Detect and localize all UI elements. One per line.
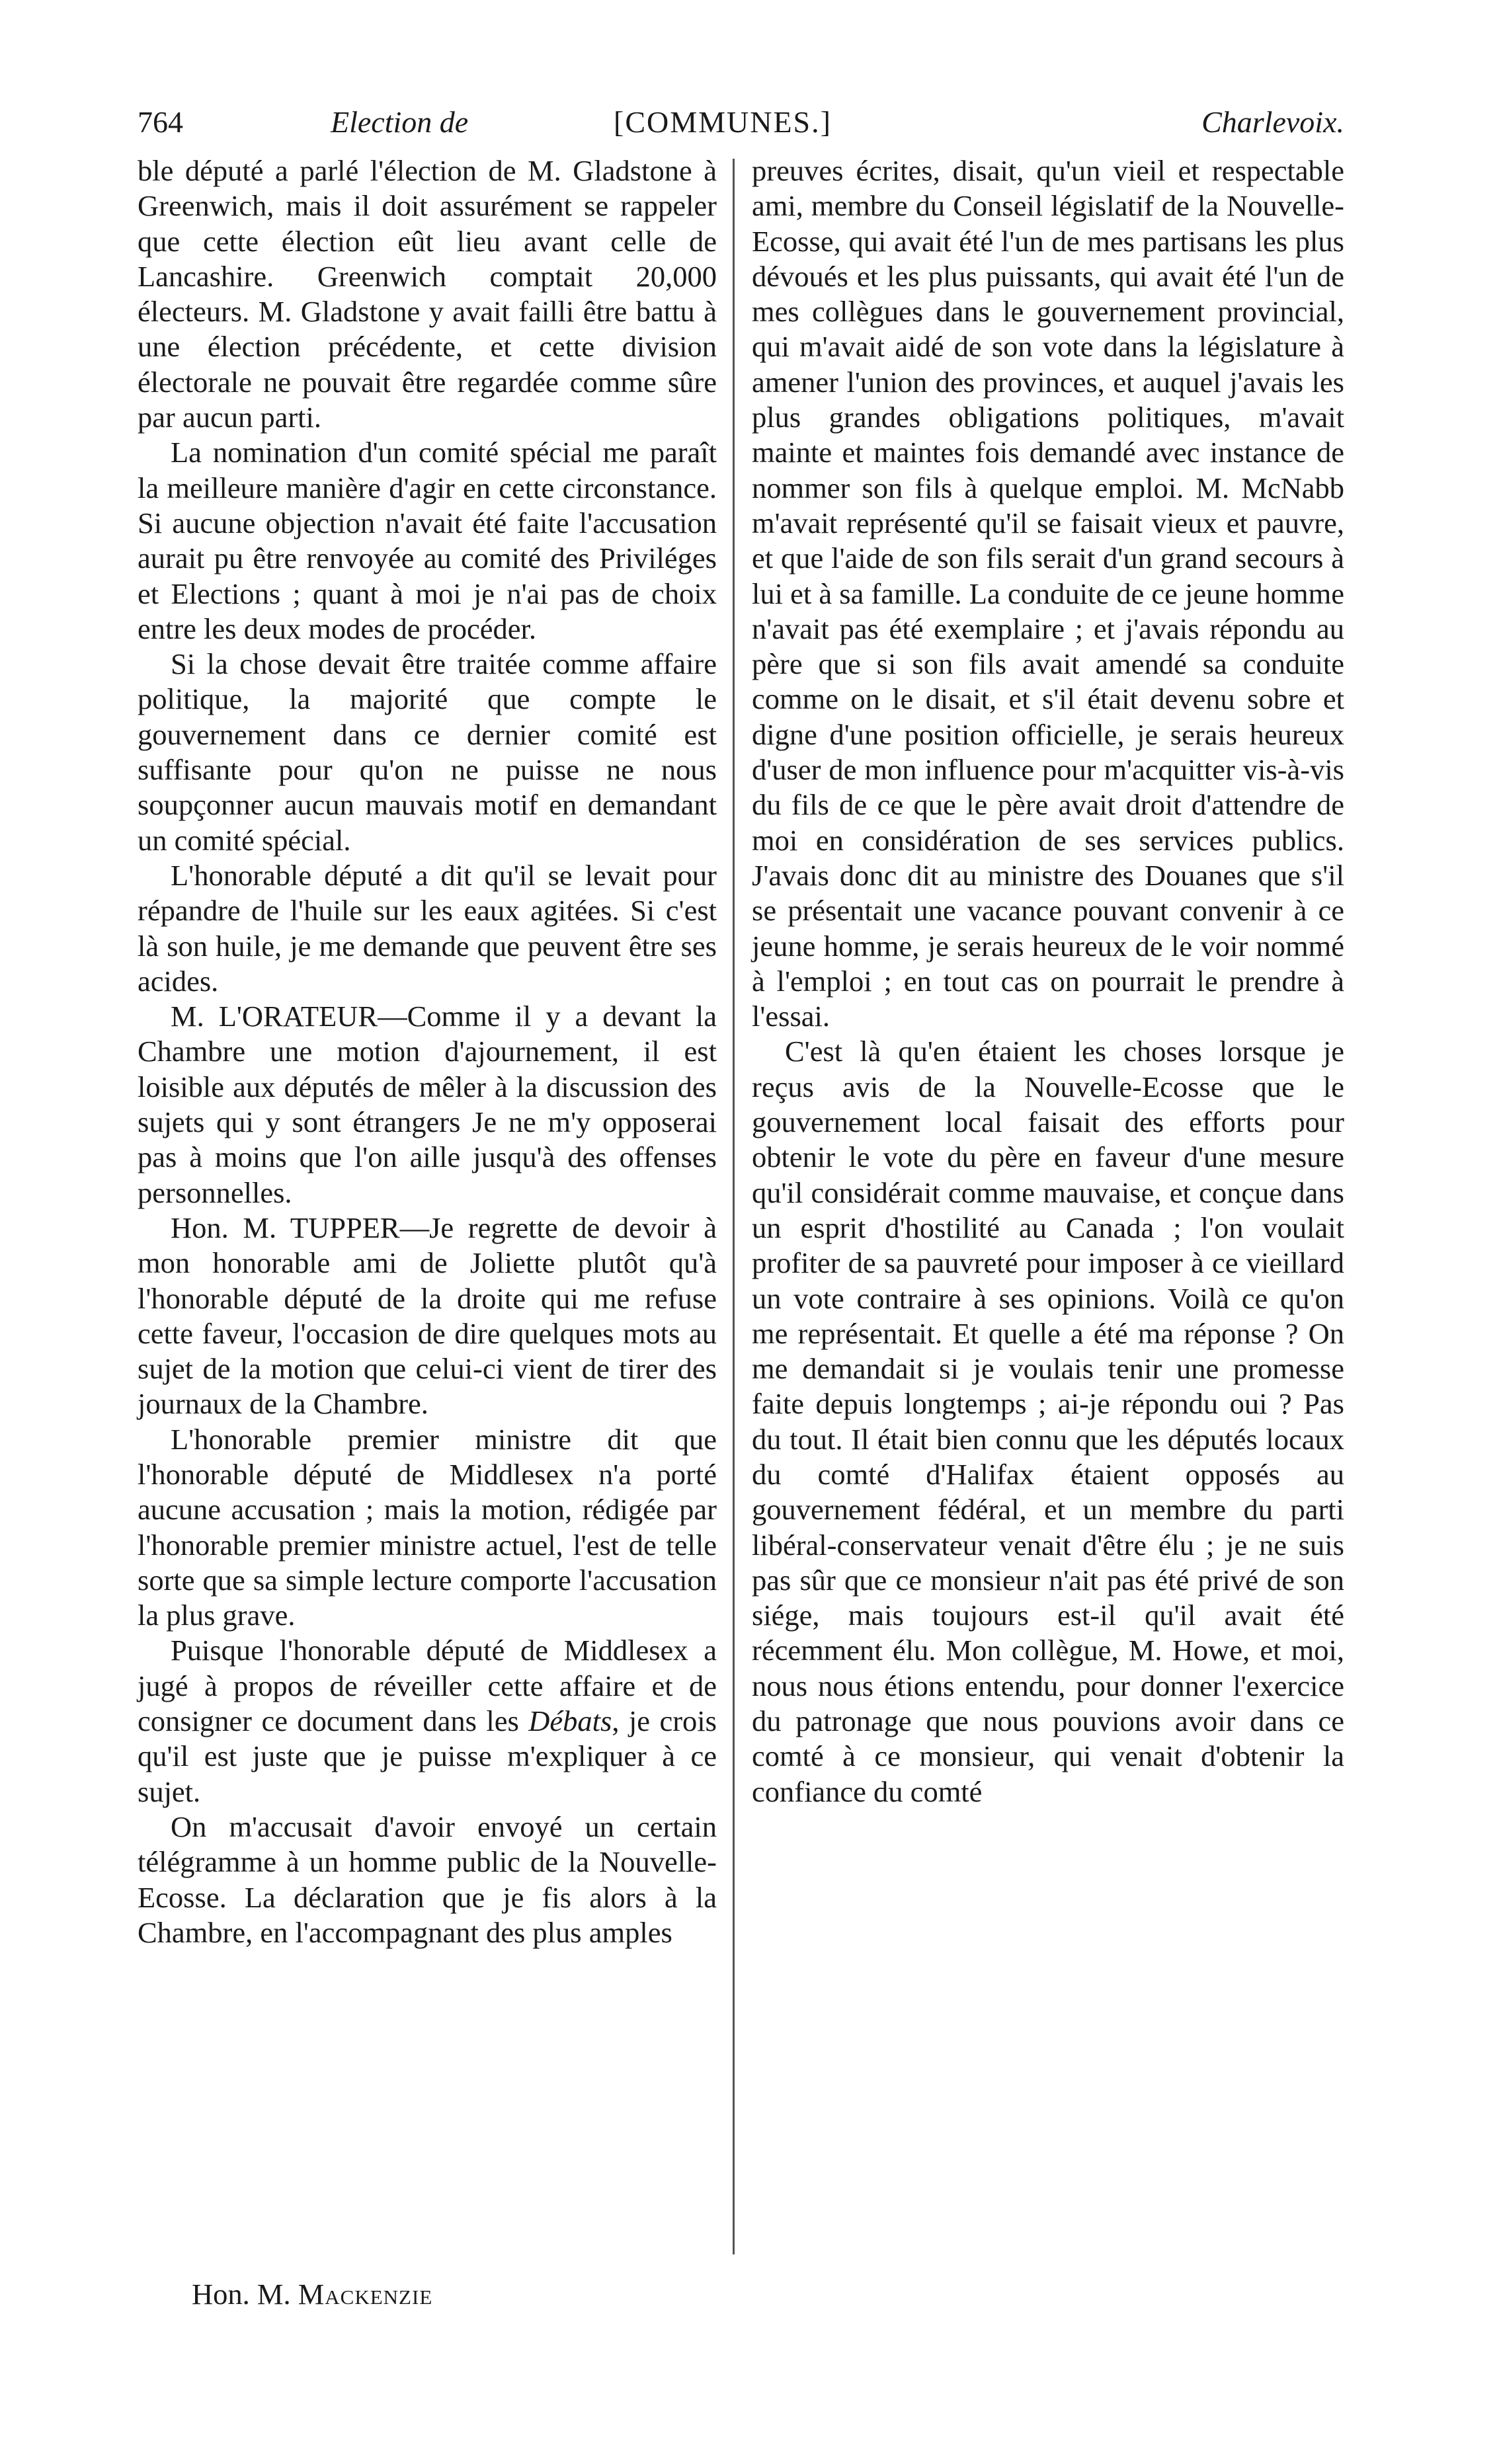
speech-text: —Je regrette de devoir à mon honorable ami de Joliette plutôt qu'à l'honorable député de la droite qui me refuse cette faveur, l'occasion de dire quelques mots au sujet de la motion que celui-ci vient de tirer des journaux de la Chambre. [138, 1211, 717, 1421]
header-left-title: Election de [331, 105, 469, 139]
paragraph: On m'accusait d'avoir envoyé un certain télégramme à un homme public de la Nouvelle-Ecosse. La déclaration que je fis alors à la Chambre, en l'accompagnant des plus amples [138, 1809, 717, 1949]
paragraph: L'honorable député a dit qu'il se levait pour répandre de l'huile sur les eaux agitées. Si c'est là son huile, je me demande que peuvent être ses acides. [138, 858, 717, 998]
column-divider [733, 159, 735, 2254]
paragraph-speech [138, 999, 717, 1211]
running-header [138, 99, 1344, 145]
italic-title: Débats [528, 1704, 612, 1738]
text-run: , je crois qu'il est juste que je puisse m'expliquer à ce sujet. [138, 1704, 717, 1808]
paragraph [138, 1633, 717, 1809]
paragraph: ble député a parlé l'élection de M. Gladstone à Greenwich, mais il doit assurément se rappeler que cette élection eût lieu avant celle de Lancashire. Greenwich comptait 20,000 électeurs. M. Gladstone y avait failli être battu à une élection précédente, et cette division électorale ne pouvait être regardée comme sûre par aucun parti. [138, 154, 717, 434]
paragraph: C'est là qu'en étaient les choses lorsque je reçus avis de la Nouvelle-Ecosse que le gouvernement local faisait des efforts pour obtenir le vote du père en faveur d'une mesure qu'il considérait comme mauvaise, et conçue dans un esprit d'hostilité au Canada ; l'on voulait profiter de sa pauvreté pour imposer à ce vieillard un vote contraire à ses opinions. Voilà ce qu'on me représentait. Et quelle a été ma réponse ? On me demandait si je voulais tenir une promesse faite depuis longtemps ; ai-je répondu oui ? Pas du tout. Il était bien connu que les députés locaux du comté d'Halifax étaient opposés au gouvernement fédéral, et un membre du parti libéral-conservateur venait d'être élu ; je ne suis pas sûr que ce monsieur n'ait pas été privé de son siége, mais toujours est-il qu'il avait été récemment élu. Mon collègue, M. Howe, et moi, nous nous étions entendu, pour donner l'exercice du patronage que nous pouvions avoir dans ce comté à ce monsieur, qui venait d'obtenir la confiance du comté [752, 1035, 1344, 1808]
header-right-title: Charlevoix. [1201, 105, 1344, 139]
paragraph: L'honorable premier ministre dit que l'honorable député de Middlesex n'a porté aucune accusation ; mais la motion, rédigée par l'honorable premier ministre actuel, l'est de telle sorte que sa simple lecture comporte l'accusation la plus grave. [138, 1422, 717, 1632]
paragraph: preuves écrites, disait, qu'un vieil et respectable ami, membre du Conseil législatif de la Nouvelle-Ecosse, qui avait été l'un de mes partisans les plus dévoués et les plus puissants, qui avait été l'un de mes collègues dans le gouvernement provincial, qui m'avait aidé de son vote dans la législature à amener l'union des provinces, et auquel j'avais les plus grandes obligations politiques, m'avait mainte et maintes fois demandé avec instance de nommer son fils à quelque emploi. M. McNabb m'avait représenté qu'il se faisait vieux et pauvre, et que l'aide de son fils serait d'un grand secours à lui et à sa famille. La conduite de ce jeune homme n'avait pas été exemplaire ; et j'avais répondu au père que si son fils avait amendé sa conduite comme on le disait, et s'il était devenu sobre et digne d'une position officielle, je serais heureux d'user de mon influence pour m'acquitter vis-à-vis du fils de ce que le père avait droit d'attendre de moi en considération de ses services publics. J'avais donc dit au ministre des Douanes que s'il se présentait une vacance pouvant convenir à ce jeune homme, je serais heureux de le voir nommé à l'emploi ; en tout cas on pourrait le prendre à l'essai. [752, 154, 1344, 1033]
footer-name: Mackenzie [298, 2278, 433, 2311]
paragraph: Si la chose devait être traitée comme affaire politique, la majorité que compte le gouvernement dans ce dernier comité est suffisante pour qu'on ne puisse ne nous soupçonner aucun mauvais motif en demandant un comité spécial. [138, 647, 717, 857]
speaker-name: M. L'ORATEUR [171, 1000, 378, 1033]
speech-text: —Comme il y a devant la Chambre une motion d'ajournement, il est loisible aux députés de mêler à la discussion des sujets qui y sont étrangers Je ne m'y opposerai pas à moins que l'on aille jusqu'à des offenses personnelles. [138, 1000, 717, 1209]
text-run: Puisque l'honorable député de Middlesex a jugé à propos de réveiller cette affaire et de consigner ce document dans les [138, 1634, 717, 1738]
left-column [138, 153, 717, 1950]
paragraph: La nomination d'un comité spécial me paraît la meilleure manière d'agir en cette circonstance. Si aucune objection n'avait été faite l'accusation aurait pu être renvoyée au comité des Priviléges et Elections ; quant à moi je n'ai pas de choix entre les deux modes de procéder. [138, 436, 717, 645]
catchword-footer [192, 2274, 432, 2314]
paragraph-speech [138, 1211, 717, 1422]
header-center-title: [COMMUNES.] [614, 105, 832, 139]
page-number: 764 [138, 105, 183, 139]
footer-prefix: Hon. M. [192, 2278, 291, 2311]
speaker-name: Hon. M. TUPPER [171, 1211, 400, 1244]
right-column [752, 153, 1344, 1809]
